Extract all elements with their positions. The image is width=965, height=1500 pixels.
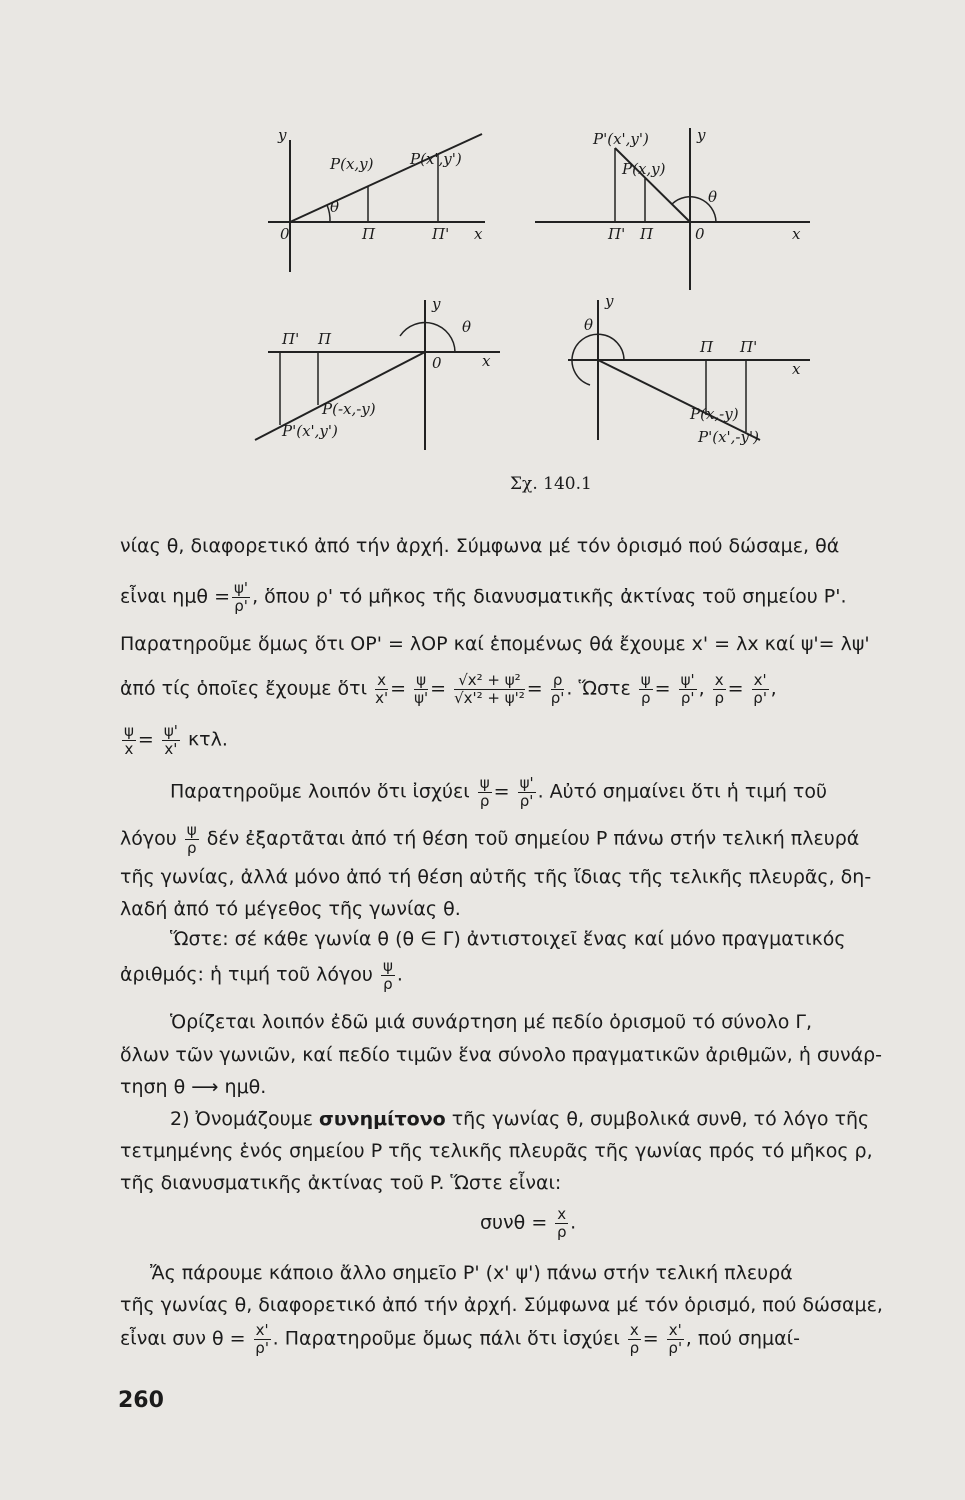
denominator: ρ: [479, 791, 490, 810]
fig-label: x: [792, 360, 801, 378]
numerator: x': [753, 671, 767, 689]
text-line: ὅλων τῶν γωνιῶν, καί πεδίο τιμῶν ἕνα σύνολο πραγματικῶν ἀριθμῶν, ἡ συνάρ-: [120, 1044, 883, 1066]
text-line: τηση θ ⟶ ημθ.: [120, 1076, 267, 1098]
numerator: ψ': [680, 671, 695, 689]
fig-label: 0: [280, 225, 290, 243]
fraction: [375, 672, 388, 706]
fig-label: x: [482, 352, 491, 370]
numerator: ψ: [640, 671, 651, 689]
page-number: 260: [118, 1388, 164, 1413]
denominator: x: [124, 739, 134, 758]
fig-label: P(x',y'): [410, 150, 462, 168]
fig-label: θ: [708, 188, 718, 206]
text-run: .: [570, 1211, 577, 1234]
fig-label: θ: [330, 198, 340, 216]
fig-label: Π': [608, 225, 626, 243]
numerator: x: [714, 671, 724, 689]
text-run: , ὅπου ρ' τό μῆκος τῆς διανυσματικῆς ἀκτίνας τοῦ σημείου P'.: [252, 585, 847, 608]
angle-arc-bl: [400, 323, 455, 352]
numerator: ψ': [163, 722, 178, 740]
text-run: ἀριθμός: ἡ τιμή τοῦ λόγου: [120, 963, 373, 986]
fraction: [122, 723, 136, 757]
numerator: x: [375, 672, 388, 690]
fraction: [414, 672, 428, 706]
fraction: [639, 672, 653, 706]
denominator: ρ': [753, 688, 767, 707]
numerator: ψ': [234, 579, 249, 597]
denominator: ρ: [629, 1338, 640, 1357]
fraction: [162, 723, 180, 757]
text-line: [120, 958, 965, 992]
fig-label: y: [605, 292, 614, 310]
text-line: [120, 580, 965, 614]
fig-label: P(x,y): [330, 155, 374, 173]
fraction: [381, 958, 395, 992]
text-run: εἶναι ημθ =: [120, 585, 231, 608]
fraction: [713, 672, 726, 706]
text-line: [480, 1206, 780, 1240]
text-run: δέν ἐξαρτᾶται ἀπό τή θέση τοῦ σημείου P πάνω στήν τελική πλευρά: [206, 827, 860, 850]
fig-label: Π': [282, 330, 300, 348]
fraction: [679, 672, 697, 706]
text-run: τῆς γωνίας θ, συμβολικά συνθ, τό λόγο τῆς: [451, 1108, 870, 1130]
fig-label: Π': [740, 338, 758, 356]
denominator: ρ: [556, 1222, 567, 1241]
fraction: [232, 580, 250, 614]
denominator: ρ: [186, 838, 197, 857]
fig-label: x: [474, 225, 483, 243]
fig-label: θ: [462, 318, 472, 336]
fig-label: y: [697, 126, 706, 144]
text-run: . Αὐτό σημαίνει ὅτι ἡ τιμή τοῦ: [537, 780, 827, 803]
text-line: Ὁρίζεται λοιπόν ἐδῶ μιά συνάρτηση μέ πεδίο ὁρισμοῦ τό σύνολο Γ,: [170, 1011, 813, 1033]
text-line: τῆς γωνίας θ, διαφορετικό ἀπό τήν ἀρχή. Σύμφωνα μέ τόν ὁρισμό, πού δώσαμε,: [120, 1294, 883, 1316]
numerator: ψ: [479, 774, 490, 792]
fig-label: 0: [695, 225, 705, 243]
text-run: . Ὥστε: [566, 677, 631, 700]
text-line: νίας θ, διαφορετικό ἀπό τήν ἀρχή. Σύμφωνα μέ τόν ὁρισμό πού δώσαμε, θά: [120, 535, 840, 557]
numerator: ψ: [124, 722, 134, 740]
text-line: [120, 822, 965, 856]
fig-label: Π: [700, 338, 714, 356]
text-run: ἀπό τίς ὁποῖες ἔχουμε ὅτι: [120, 677, 368, 700]
numerator: ρ: [551, 672, 565, 690]
numerator: x: [629, 1321, 639, 1339]
denominator: ρ: [640, 688, 651, 707]
denominator: ρ: [714, 688, 724, 707]
fig-label: P(-x,-y): [322, 400, 376, 418]
numerator: x': [668, 1321, 682, 1339]
text-run: Παρατηροῦμε λοιπόν ὅτι ἰσχύει: [170, 780, 470, 803]
text-line: [170, 1108, 965, 1130]
fig-label: Π': [432, 225, 450, 243]
fig-label: P'(x',-y'): [698, 428, 759, 446]
fraction: [518, 775, 536, 809]
figure-140-1: [0, 0, 965, 470]
denominator: ρ': [255, 1338, 269, 1357]
fraction: [555, 1206, 568, 1240]
fraction: [454, 672, 525, 706]
numerator: ψ: [414, 672, 428, 690]
numerator: ψ: [186, 821, 197, 839]
fig-label: P'(x',y'): [282, 422, 338, 440]
numerator: ψ: [382, 957, 393, 975]
fig-label: Π: [640, 225, 654, 243]
denominator: ρ': [680, 688, 695, 707]
text-run: συνθ =: [480, 1211, 548, 1234]
text-run: εἶναι συν θ =: [120, 1327, 246, 1350]
denominator: ρ': [550, 688, 565, 707]
fig-label: y: [278, 126, 287, 144]
text-line: $\frac{\psi}{x}$ = $\frac{\psi'}{x'}$ κτλ.: [124, 722, 228, 758]
numerator: x: [557, 1205, 567, 1223]
text-run: 2) Ὀνομάζουμε: [170, 1108, 313, 1130]
denominator: ρ: [383, 974, 393, 993]
fraction: [254, 1322, 271, 1356]
fig-label: P(x,y): [622, 160, 666, 178]
fig-label: y: [432, 295, 441, 313]
text-run: . Παρατηροῦμε ὅμως πάλι ὅτι ἰσχύει: [272, 1327, 620, 1350]
denominator: ρ': [519, 791, 534, 810]
fraction: [185, 822, 199, 856]
denominator: ρ': [668, 1338, 683, 1357]
fig-label: P(x,-y): [690, 405, 739, 423]
fig-label: Π: [362, 225, 376, 243]
text-run: κτλ.: [187, 728, 228, 751]
text-line: Ἄς πάρουμε κάποιο ἄλλο σημεῖο P' (x' ψ') πάνω στήν τελική πλευρά: [150, 1262, 793, 1284]
text-line: Παρατηροῦμε ὅμως ὅτι OP' = λOP καί ἑπομένως θά ἔχουμε x' = λx καί ψ'= λψ': [120, 633, 870, 655]
bold-term: συνημίτονο: [319, 1108, 446, 1130]
fraction: [667, 1322, 684, 1356]
fraction: [478, 775, 492, 809]
fig-label: Π: [318, 330, 332, 348]
text-line: ἀπό τίς ὁποῖες ἔχουμε ὅτι $\frac{x}{x'}$ = $\frac{\psi}{\psi'}$ = $\frac{\text{√x² + ψ²}}{\text{√x'² + ψ'²}}$ = $\frac{\rho}{\rho'}$ . Ὥστε $\frac{\psi}{\rho}$ = $\frac{\psi'}{\rho'}$ , $\frac{x}{\rho}$ = $\frac{x'}{\rho'}$ ,: [120, 671, 777, 707]
figure-caption: Σχ. 140.1: [510, 474, 592, 494]
text-line: Παρατηροῦμε λοιπόν ὅτι ἰσχύει $\frac{\psi}{\rho}$ = $\frac{\psi'}{\rho'}$ . Αὐτό σημαίνει ὅτι ἡ τιμή τοῦ: [170, 774, 827, 810]
denominator: √x'² + ψ'²: [454, 688, 525, 707]
text-line: εἶναι συν θ = $\frac{x'}{\rho'}$ . Παρατηροῦμε ὅμως πάλι ὅτι ἰσχύει $\frac{x}{\rho}$ = $\frac{x'}{\rho'}$ , πού σημαί-: [120, 1321, 800, 1357]
text-line: Ὥστε: σέ κάθε γωνία θ (θ ∈ Γ) ἀντιστοιχεῖ ἕνας καί μόνο πραγματικός: [170, 928, 846, 950]
denominator: ψ': [414, 688, 429, 707]
text-line: λαδή ἀπό τό μέγεθος τῆς γωνίας θ.: [120, 898, 461, 920]
fig-label: 0: [432, 354, 442, 372]
text-run: λόγου: [120, 827, 177, 850]
text-line: τῆς διανυσματικῆς ἀκτίνας τοῦ P. Ὥστε εἶναι:: [120, 1172, 562, 1194]
numerator: x': [255, 1321, 269, 1339]
terminal-side-tl: [290, 134, 482, 222]
numerator: √x² + ψ²: [454, 672, 525, 690]
denominator: x': [375, 688, 389, 707]
text-run: , πού σημαί-: [685, 1327, 800, 1350]
denominator: ρ': [234, 596, 248, 615]
fig-label: x: [792, 225, 801, 243]
numerator: ψ': [519, 774, 534, 792]
fraction: [752, 672, 769, 706]
denominator: x': [164, 739, 178, 758]
fig-label: θ: [584, 316, 594, 334]
fraction: [551, 672, 565, 706]
text-line: τῆς γωνίας, ἀλλά μόνο ἀπό τή θέση αὐτῆς τῆς ἴδιας τῆς τελικῆς πλευρᾶς, δη-: [120, 866, 872, 888]
text-run: .: [396, 963, 403, 986]
text-line: τετμημένης ἑνός σημείου P τῆς τελικῆς πλευρᾶς τῆς γωνίας πρός τό μῆκος ρ,: [120, 1140, 873, 1162]
fig-label: P'(x',y'): [593, 130, 649, 148]
fraction: [628, 1322, 641, 1356]
